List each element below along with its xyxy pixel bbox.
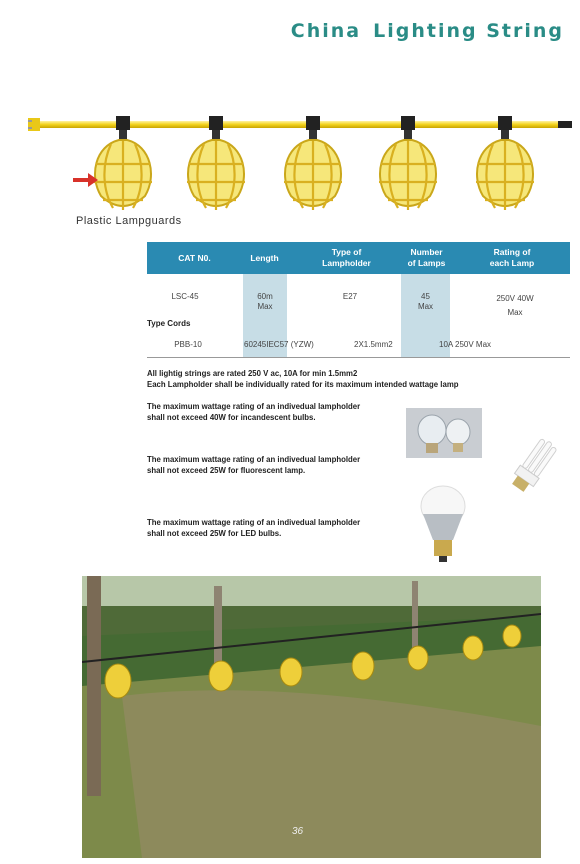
incandescent-note: The maximum wattage rating of an indivedual lampholder shall not exceed 40W for incandescent bulbs. (147, 402, 361, 422)
led-bulb-image (418, 484, 468, 566)
header-rating: Rating of each Lamp (489, 247, 535, 268)
header-length: Length (250, 252, 279, 263)
lampholder-note: Each Lampholder shall be individually rated for its maximum intended wattage lamp (147, 380, 459, 389)
row-length: 60m Max (257, 292, 273, 311)
incandescent-bulb-image (406, 408, 482, 458)
spec-table-header (147, 242, 570, 274)
page-title: China Lighting String (290, 20, 564, 42)
park-lighting-photo (82, 576, 541, 858)
row-lampholder: E27 (342, 292, 358, 301)
row-rating: 250V 40W Max (496, 294, 534, 317)
cord-standard: 60245IEC57 (YZW) (244, 340, 314, 349)
page-number: 36 (292, 826, 304, 837)
rating-note: All lightig strings are rated 250 V ac, 10A for min 1.5mm2 (147, 369, 358, 378)
header-number-of-lamps: Number of Lamps (407, 247, 446, 268)
cord-cat-no: PBB-10 (174, 340, 202, 349)
header-lampholder: Type of Lampholder (322, 247, 371, 268)
type-cords-label: Type Cords (147, 319, 191, 328)
fluorescent-note: The maximum wattage rating of an indivedual lampholder shall not exceed 25W for fluorescent lamp. (147, 455, 361, 475)
cord-size: 2X1.5mm2 (354, 340, 393, 349)
cord-rating: 10A 250V Max (439, 340, 492, 349)
lighting-string-illustration (28, 100, 580, 210)
lampguard-caption: Plastic Lampguards (76, 215, 182, 227)
table-bottom-rule (147, 357, 570, 358)
row-number-of-lamps: 45 Max (417, 292, 434, 311)
header-cat-no: CAT N0. (178, 252, 211, 263)
fluorescent-bulb-image (502, 434, 560, 504)
row-cat-no: LSC-45 (171, 292, 199, 301)
led-note: The maximum wattage rating of an indivedual lampholder shall not exceed 25W for LED bulbs. (147, 518, 361, 538)
